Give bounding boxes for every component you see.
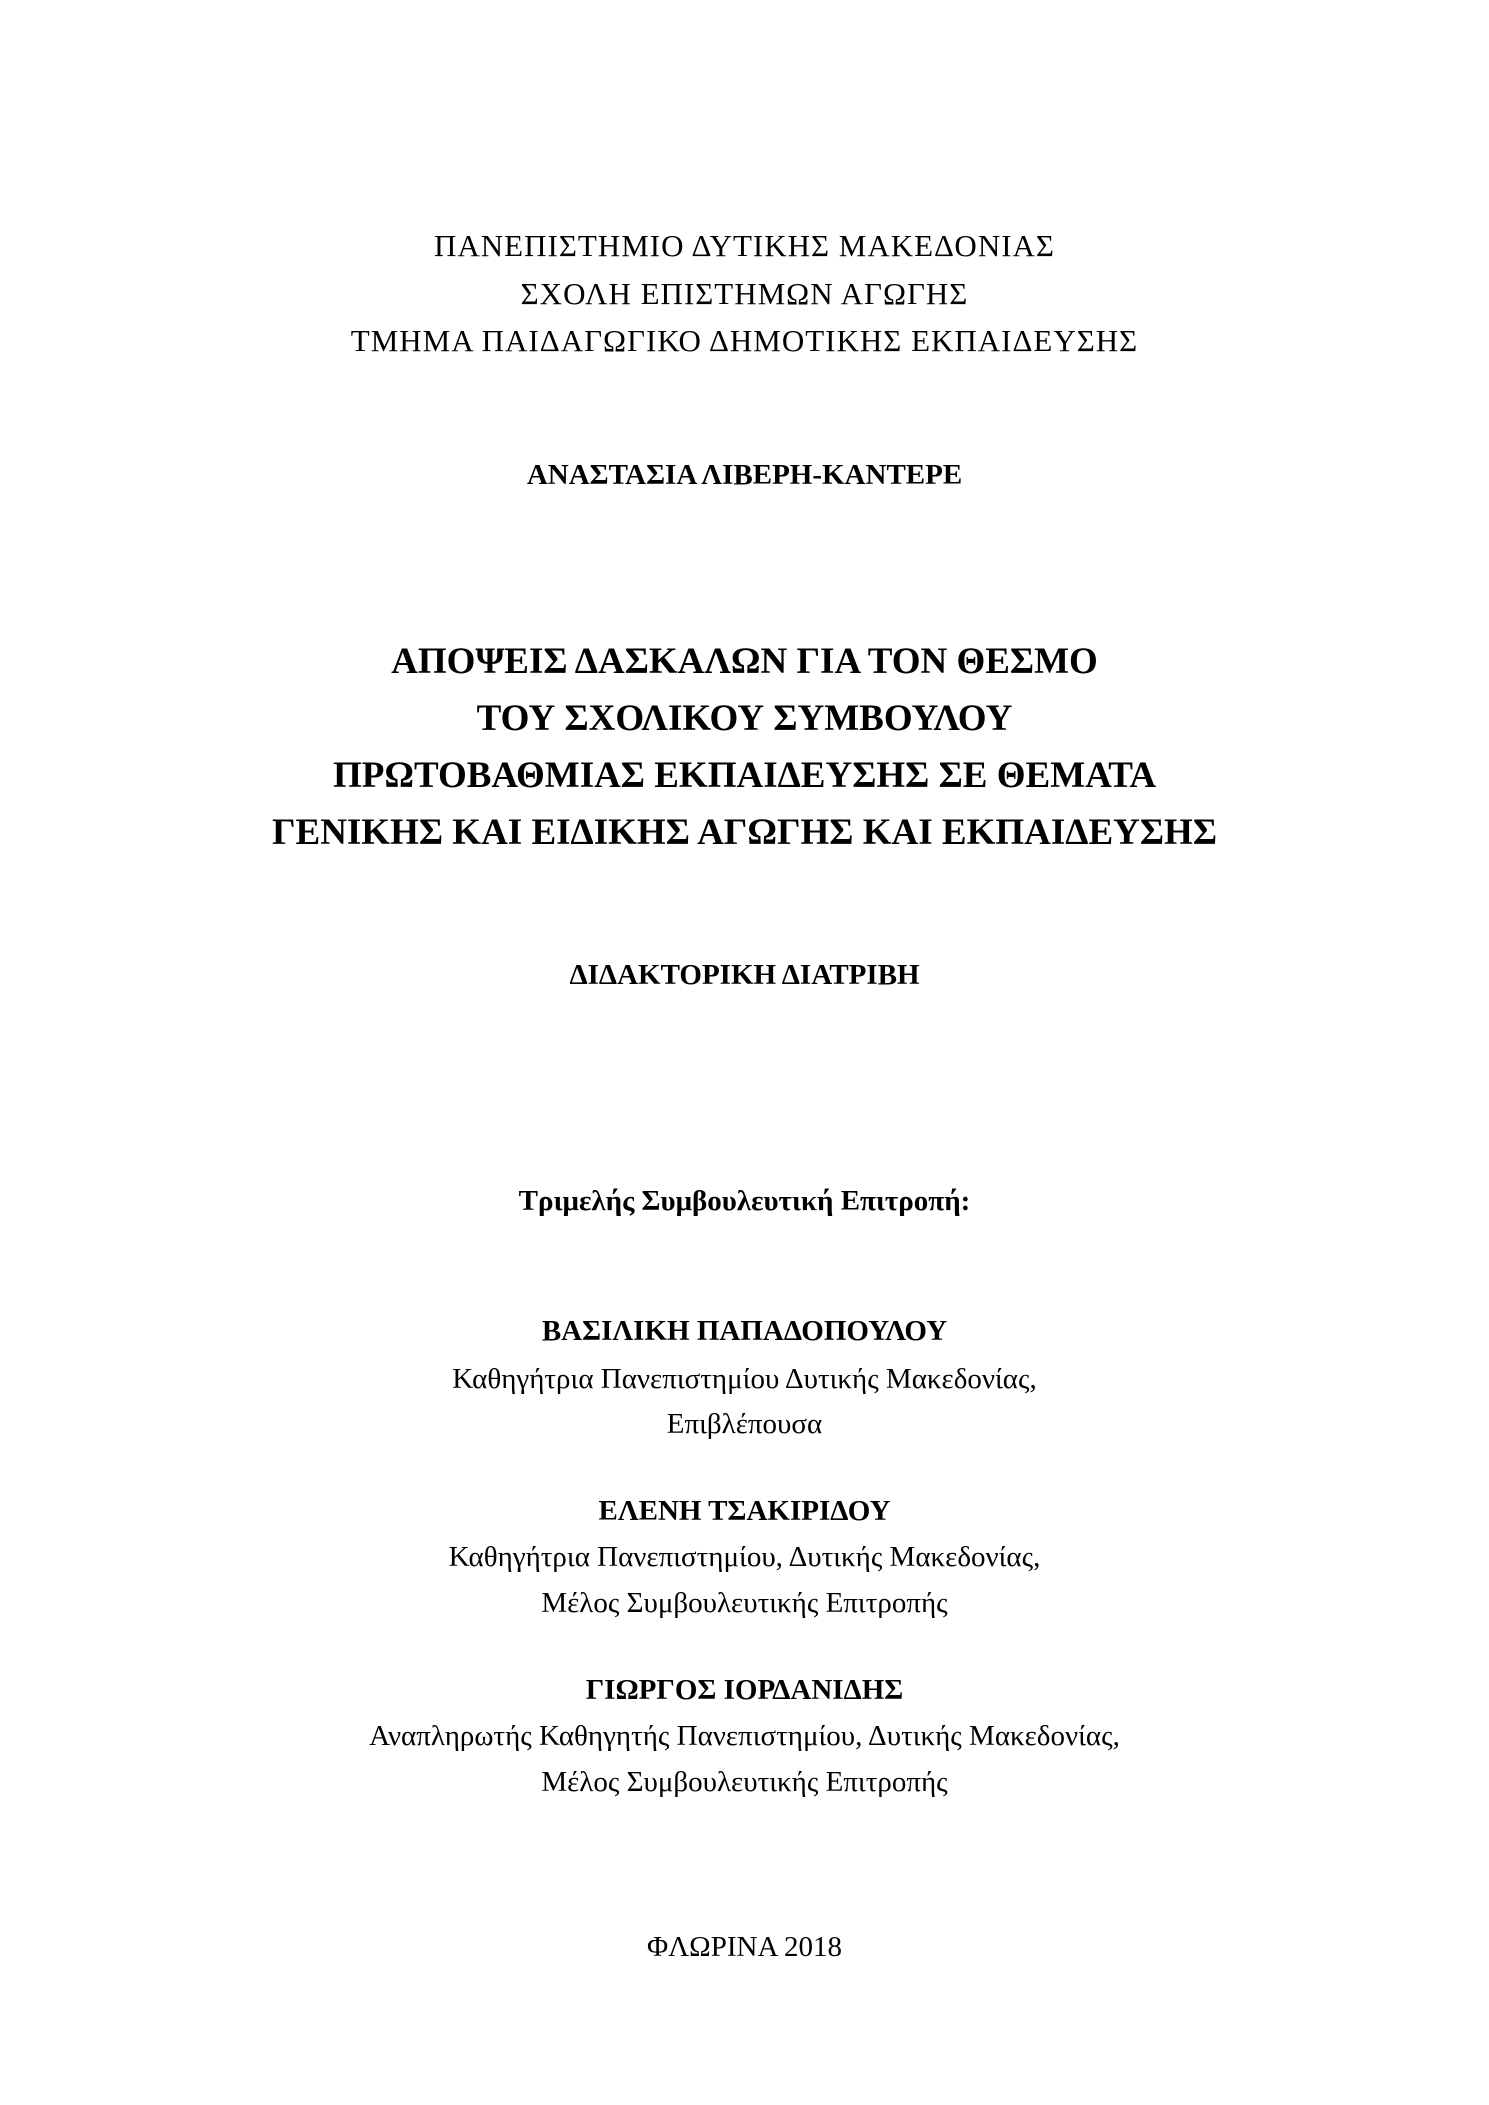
university-name: ΠΑΝΕΠΙΣΤΗΜΙΟ ΔΥΤΙΚΗΣ ΜΑΚΕΔΟΝΙΑΣ xyxy=(434,228,1055,263)
department-name: ΤΜΗΜΑ ΠΑΙΔΑΓΩΓΙΚΟ ΔΗΜΟΤΙΚΗΣ ΕΚΠΑΙΔΕΥΣΗΣ xyxy=(350,323,1139,358)
committee-member-1-name: ΒΑΣΙΛΙΚΗ ΠΑΠΑΔΟΠΟΥΛΟΥ xyxy=(541,1315,948,1347)
committee-member-3-position: Αναπληρωτής Καθηγητής Πανεπιστημίου, Δυτικής Μακεδονίας, xyxy=(369,1720,1120,1752)
thesis-title-line-4: ΓΕΝΙΚΗΣ ΚΑΙ ΕΙΔΙΚΗΣ ΑΓΩΓΗΣ ΚΑΙ ΕΚΠΑΙΔΕΥΣΗΣ xyxy=(271,812,1218,853)
place-and-year: ΦΛΩΡΙΝΑ 2018 xyxy=(646,1931,843,1963)
author-name: ΑΝΑΣΤΑΣΙΑ ΛΙΒΕΡΗ-ΚΑΝΤΕΡΕ xyxy=(526,459,963,491)
thesis-title-line-2: ΤΟΥ ΣΧΟΛΙΚΟΥ ΣΥΜΒΟΥΛΟΥ xyxy=(476,698,1013,739)
committee-member-1-role: Επιβλέπουσα xyxy=(666,1408,823,1440)
document-type: ΔΙΔΑΚΤΟΡΙΚΗ ΔΙΑΤΡΙΒΗ xyxy=(569,959,920,991)
committee-member-3-role: Μέλος Συμβουλευτικής Επιτροπής xyxy=(541,1766,948,1798)
committee-member-1-position: Καθηγήτρια Πανεπιστημίου Δυτικής Μακεδονίας, xyxy=(452,1363,1037,1395)
committee-member-3-name: ΓΙΩΡΓΟΣ ΙΟΡΔΑΝΙΔΗΣ xyxy=(585,1674,904,1706)
school-name: ΣΧΟΛΗ ΕΠΙΣΤΗΜΩΝ ΑΓΩΓΗΣ xyxy=(520,276,969,311)
committee-member-2-role: Μέλος Συμβουλευτικής Επιτροπής xyxy=(541,1587,948,1619)
committee-heading: Τριμελής Συμβουλευτική Επιτροπή: xyxy=(518,1185,971,1217)
thesis-title-line-3: ΠΡΩΤΟΒΑΘΜΙΑΣ ΕΚΠΑΙΔΕΥΣΗΣ ΣΕ ΘΕΜΑΤΑ xyxy=(332,755,1157,796)
committee-member-2-name: ΕΛΕΝΗ ΤΣΑΚΙΡΙΔΟΥ xyxy=(598,1495,891,1527)
committee-member-2-position: Καθηγήτρια Πανεπιστημίου, Δυτικής Μακεδονίας, xyxy=(448,1541,1041,1573)
thesis-title-line-1: ΑΠΟΨΕΙΣ ΔΑΣΚΑΛΩΝ ΓΙΑ ΤΟΝ ΘΕΣΜΟ xyxy=(391,641,1098,682)
